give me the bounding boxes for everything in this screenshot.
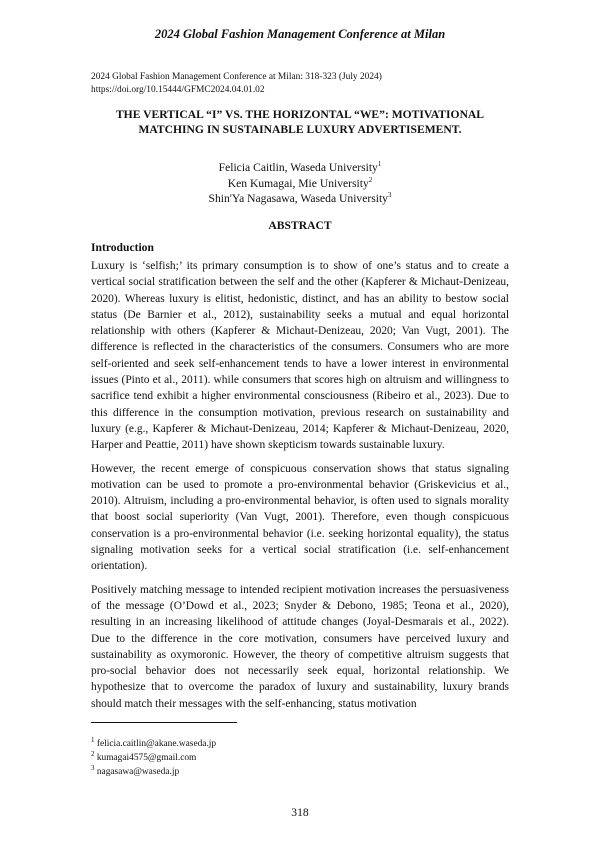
paper-title bbox=[60, 107, 540, 137]
footnote-separator bbox=[91, 722, 237, 723]
footnote-mark: 1 bbox=[91, 735, 95, 744]
author-footnote-mark: 1 bbox=[377, 160, 382, 169]
author-footnote-mark: 3 bbox=[387, 191, 392, 200]
footnote-mark: 2 bbox=[91, 749, 95, 758]
section-heading: Introduction bbox=[91, 241, 154, 254]
running-head: 2024 Global Fashion Management Conference at Milan bbox=[154, 27, 446, 41]
footnote-email[interactable]: nagasawa@waseda.jp bbox=[96, 767, 180, 777]
footnote-email[interactable]: kumagai4575@gmail.com bbox=[96, 753, 197, 763]
footnote bbox=[91, 737, 216, 751]
paragraph: Positively matching message to intended recipient motivation increases the persuasiveness of the message (O’Dowd et al., 2023; Snyder & Debono, 1985; Teona et al., 2020), resulting in an increasing likelihood of attitude changes (Joyal-Desmarais et al., 2022). Due to the difference in the core motivation, consumers have perceived luxury and sustainability as oxymoronic. However, the theory of competitive altruism suggests that pro-social behavior does not necessarily seek equal, horizontal relationship. We hypothesize that to overcome the paradox of luxury and sustainability, luxury brands should match their messages with the self-enhancing, status motivation bbox=[91, 583, 509, 710]
footnote-email[interactable]: felicia.caitlin@akane.waseda.jp bbox=[96, 739, 217, 749]
author-name: Felicia Caitlin, Waseda University bbox=[218, 161, 378, 174]
author-name: Shin'Ya Nagasawa, Waseda University bbox=[208, 192, 388, 205]
author-line bbox=[0, 191, 600, 207]
title-line-2: MATCHING IN SUSTAINABLE LUXURY ADVERTISEMENT. bbox=[138, 123, 462, 136]
author-list bbox=[0, 160, 600, 207]
body-text bbox=[91, 258, 509, 719]
citation-block bbox=[91, 71, 382, 97]
footnote bbox=[91, 765, 216, 779]
paragraph: However, the recent emerge of conspicuous conservation shows that status signaling motivation can be used to promote a pro-environmental behavior (Griskevicius et al., 2010). Altruism, including a pro-environmental behavior, is often used to signals morality that boost social superiority (Van Vugt, 2001). Therefore, even though conspicuous conservation is a pro-environmental behavior (i.e. seeking horizontal equality), the status signaling motivation seeks for a vertical social stratification (i.e. self-enhancement orientation). bbox=[91, 462, 509, 573]
author-line bbox=[0, 176, 600, 192]
footnotes bbox=[91, 737, 216, 779]
doi-link[interactable]: https://doi.org/10.15444/GFMC2024.04.01.02 bbox=[91, 85, 265, 95]
page-number: 318 bbox=[291, 806, 309, 819]
abstract-heading: ABSTRACT bbox=[268, 219, 332, 232]
footnote bbox=[91, 751, 216, 765]
author-name: Ken Kumagai, Mie University bbox=[227, 176, 369, 190]
citation-line: 2024 Global Fashion Management Conference at Milan: 318-323 (July 2024) bbox=[91, 72, 382, 82]
paragraph: Luxury is ‘selfish;’ its primary consumption is to show of one’s status and to create a vertical social stratification between the self and the other (Kapferer & Michaut-Denizeau, 2020). Whereas luxury is elitist, hedonistic, distinct, and has an ability to bestow social status (De Barnier et al., 2012), sustainability seeks a mutual and equal horizontal relationship with others (Kapferer & Michaut-Denizeau, 2020; Van Vugt, 2001). The difference is reflected in the characteristics of the consumers. Consumers who are more self-oriented and seek self-enhancement tends to have a lower interest in environmental issues (Pinto et al., 2011). while consumers that scores high on altruism and willingness to sacrifice tend exhibit a higher environmental consciousness (Ribeiro et al., 2023). Due to this difference in the consumption motivation, previous research on sustainability and luxury (e.g., Kapferer & Michaut-Denizeau, 2014; Kapferer & Michaut-Denizeau, 2020, Harper and Peattie, 2011) have shown skepticism towards sustainable luxury. bbox=[91, 260, 509, 452]
footnote-mark: 3 bbox=[91, 763, 95, 772]
title-line-1: THE VERTICAL “I” VS. THE HORIZONTAL “WE”: MOTIVATIONAL bbox=[115, 108, 485, 121]
author-line bbox=[0, 160, 600, 176]
author-footnote-mark: 2 bbox=[368, 175, 373, 184]
